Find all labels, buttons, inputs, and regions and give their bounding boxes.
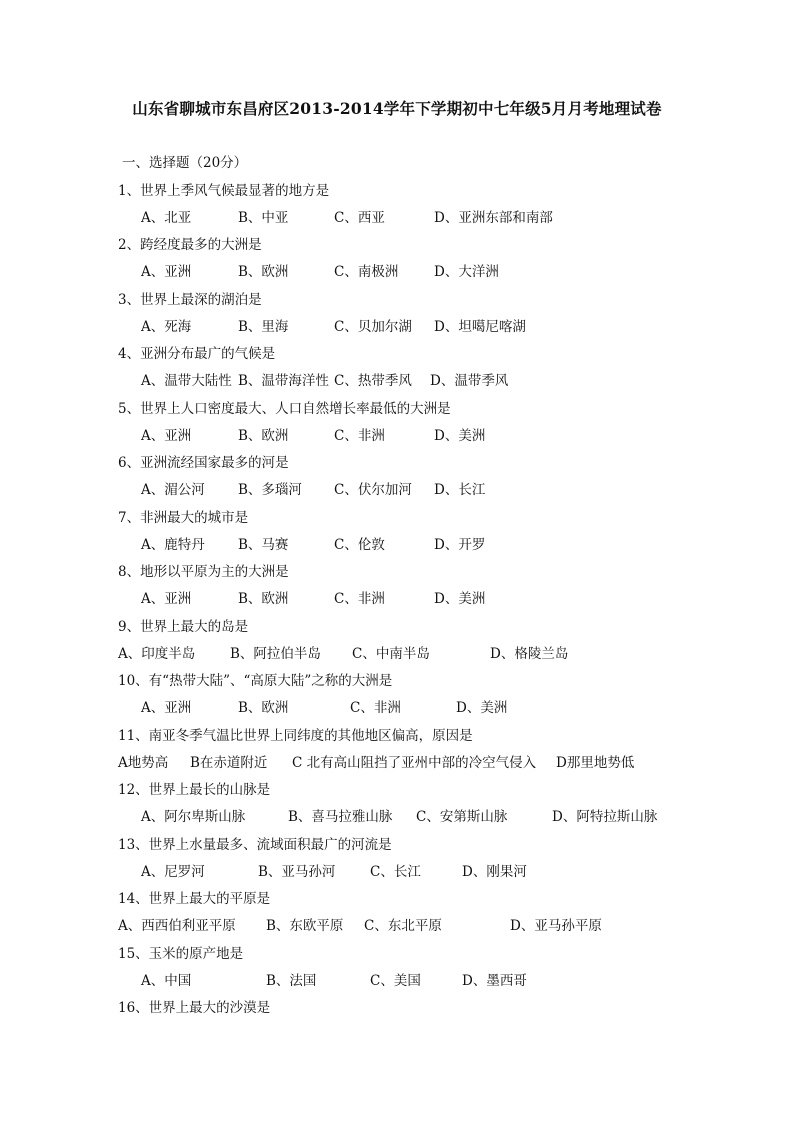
answer-option: A、鹿特丹	[141, 537, 205, 553]
answer-option: B、里海	[238, 319, 289, 335]
answer-option: B、温带海洋性	[238, 373, 329, 389]
answer-option: B、喜马拉雅山脉	[288, 809, 393, 825]
question-stem: 8、地形以平原为主的大洲是	[118, 564, 289, 580]
answer-option: C、美国	[370, 973, 421, 989]
answer-option: C、非洲	[334, 591, 385, 607]
answer-option: D、大洋洲	[434, 264, 499, 280]
answer-option: D、美洲	[434, 591, 486, 607]
answer-option: B、东欧平原	[266, 918, 344, 934]
answer-option: A、亚洲	[141, 591, 192, 607]
answer-option: D、墨西哥	[462, 973, 527, 989]
answer-option: B、法国	[266, 973, 317, 989]
question-stem: 5、世界上人口密度最大、人口自然增长率最低的大洲是	[118, 401, 451, 417]
question-stem: 16、世界上最大的沙漠是	[118, 1000, 271, 1016]
answer-option: A、死海	[141, 319, 192, 335]
answer-option: C、贝加尔湖	[334, 319, 412, 335]
answer-option: B、多瑙河	[238, 482, 302, 498]
answer-option: C、非洲	[350, 700, 401, 716]
question-stem: 9、世界上最大的岛是	[118, 619, 249, 635]
answer-option: B、欧洲	[238, 264, 289, 280]
answer-option: C、非洲	[334, 428, 385, 444]
answer-option: C、南极洲	[334, 264, 399, 280]
answer-option: A、亚洲	[141, 264, 192, 280]
answer-option: A、阿尔卑斯山脉	[141, 809, 246, 825]
question-stem: 4、亚洲分布最广的气候是	[118, 346, 276, 362]
question-stem: 11、南亚冬季气温比世界上同纬度的其他地区偏高，原因是	[118, 728, 473, 744]
answer-option: B、阿拉伯半岛	[230, 646, 321, 662]
answer-option: A、中国	[141, 973, 192, 989]
question-stem: 15、玉米的原产地是	[118, 946, 244, 962]
answer-option: A、尼罗河	[141, 864, 205, 880]
answer-option: C、长江	[370, 864, 421, 880]
page-title: 山东省聊城市东昌府区2013-2014学年下学期初中七年级5月月考地理试卷	[132, 99, 662, 118]
answer-option: D、开罗	[434, 537, 486, 553]
question-stem: 1、世界上季风气候最显著的地方是	[118, 183, 330, 199]
answer-option: C 北有高山阻挡了亚州中部的冷空气侵入	[292, 755, 537, 771]
answer-option: D、亚马孙平原	[510, 918, 602, 934]
answer-option: B、欧洲	[238, 591, 289, 607]
answer-option: C、热带季风	[334, 373, 412, 389]
answer-option: B、欧洲	[238, 428, 289, 444]
answer-option: B、欧洲	[238, 700, 289, 716]
answer-option: C、伦敦	[334, 537, 385, 553]
answer-option: A、湄公河	[141, 482, 205, 498]
answer-option: C、安第斯山脉	[416, 809, 508, 825]
answer-option: D、格陵兰岛	[490, 646, 569, 662]
answer-option: B、马赛	[238, 537, 289, 553]
answer-option: A、北亚	[141, 210, 192, 226]
answer-option: D、长江	[434, 482, 486, 498]
answer-option: B、亚马孙河	[258, 864, 336, 880]
question-stem: 12、世界上最长的山脉是	[118, 782, 271, 798]
answer-option: A、亚洲	[141, 428, 192, 444]
question-stem: 10、有“热带大陆”、“高原大陆”之称的大洲是	[118, 673, 393, 689]
answer-option: A、印度半岛	[118, 646, 196, 662]
answer-option: A地势高	[118, 755, 169, 771]
answer-option: D、温带季风	[430, 373, 509, 389]
answer-option: C、东北平原	[364, 918, 442, 934]
answer-option: C、伏尔加河	[334, 482, 412, 498]
answer-option: D、坦噶尼喀湖	[434, 319, 526, 335]
answer-option: C、西亚	[334, 210, 385, 226]
answer-option: D、刚果河	[462, 864, 527, 880]
answer-option: B、中亚	[238, 210, 289, 226]
answer-option: C、中南半岛	[352, 646, 430, 662]
question-stem: 2、跨经度最多的大洲是	[118, 237, 262, 253]
answer-option: A、亚洲	[141, 700, 192, 716]
answer-option: D、美洲	[456, 700, 508, 716]
answer-option: A、西西伯利亚平原	[118, 918, 236, 934]
question-stem: 6、亚洲流经国家最多的河是	[118, 455, 289, 471]
question-stem: 13、世界上水量最多、流域面积最广的河流是	[118, 837, 392, 853]
answer-option: D、阿特拉斯山脉	[552, 809, 658, 825]
answer-option: A、温带大陆性	[141, 373, 232, 389]
question-stem: 7、非洲最大的城市是	[118, 510, 249, 526]
question-stem: 3、世界上最深的湖泊是	[118, 292, 262, 308]
section-heading: 一、选择题（20分）	[122, 155, 248, 171]
answer-option: D、美洲	[434, 428, 486, 444]
answer-option: B在赤道附近	[190, 755, 268, 771]
answer-option: D那里地势低	[556, 755, 635, 771]
answer-option: D、亚洲东部和南部	[434, 210, 553, 226]
question-stem: 14、世界上最大的平原是	[118, 891, 271, 907]
